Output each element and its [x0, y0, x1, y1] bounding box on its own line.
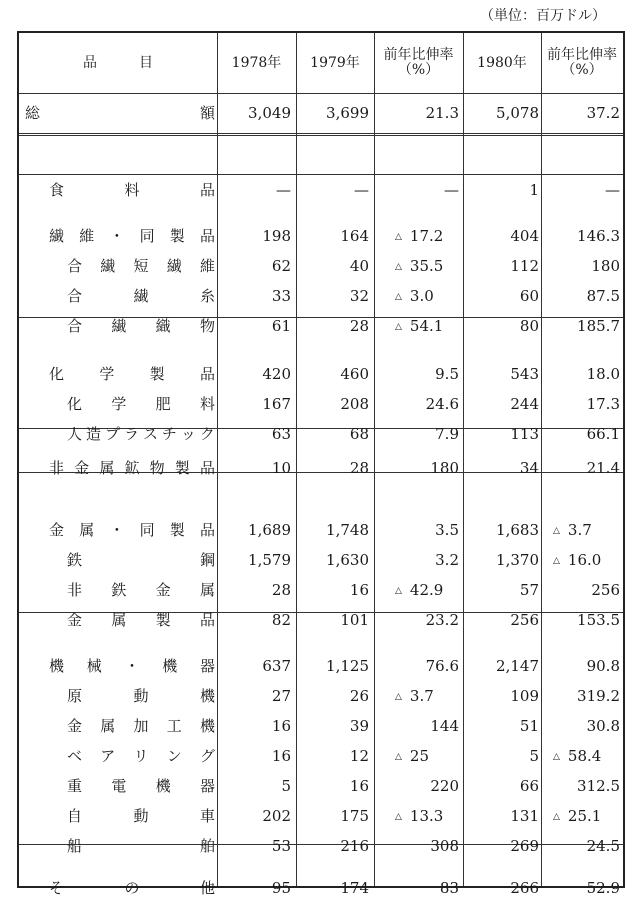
cell-g1980: 21.4 [586, 459, 620, 477]
table-row [19, 545, 623, 575]
cell-v1978: 420 [262, 365, 291, 383]
cell-v1979: 1,748 [326, 521, 369, 539]
header-item: 品 目 [83, 54, 153, 71]
cell-v1980: 113 [510, 425, 539, 443]
cell-g1979: △ 13.3 [395, 807, 444, 825]
row-label: 繊 維 ・ 同 製 品 [49, 227, 215, 245]
header-1978: 1978年 [231, 54, 282, 71]
cell-v1978: 16 [271, 717, 291, 735]
cell-v1979: 26 [349, 687, 369, 705]
cell-v1979: — [354, 181, 369, 199]
cell-v1979: 3,699 [326, 104, 369, 122]
cell-v1979: 1,630 [326, 551, 369, 569]
cell-v1978: 53 [271, 837, 291, 855]
header-yoy-1979: 前年比伸率 （%） [383, 47, 454, 78]
total-separator [19, 133, 623, 136]
cell-v1980: 244 [510, 395, 539, 413]
cell-v1980: 1,370 [496, 551, 539, 569]
table-row [19, 221, 623, 251]
cell-v1980: 34 [519, 459, 539, 477]
table-row [19, 831, 623, 861]
cell-v1979: 68 [349, 425, 369, 443]
negative-marker: △ [553, 752, 560, 762]
cell-g1980: 30.8 [586, 717, 620, 735]
table-row [19, 741, 623, 771]
cell-v1980: 131 [510, 807, 539, 825]
table-row [19, 575, 623, 605]
negative-marker: △ [395, 262, 402, 272]
cell-g1979: 76.6 [425, 657, 459, 675]
cell-v1980: 112 [510, 257, 539, 275]
table-row [19, 175, 623, 205]
cell-v1978: 10 [271, 459, 291, 477]
table-row [19, 651, 623, 681]
row-label: 鉄 鋼 [67, 551, 215, 569]
cell-v1979: 1,125 [326, 657, 369, 675]
table-row [19, 389, 623, 419]
cell-v1978: 5 [281, 777, 291, 795]
cell-v1978: 202 [262, 807, 291, 825]
cell-v1978: 16 [271, 747, 291, 765]
cell-g1980: 146.3 [577, 227, 620, 245]
row-label: 金 属 ・ 同 製 品 [49, 521, 215, 539]
row-label: 金 属 加 工 機 [67, 717, 215, 735]
cell-v1980: 404 [510, 227, 539, 245]
cell-g1980: — [605, 181, 620, 199]
row-label: 人 造 プ ラ ス チ ッ ク [67, 425, 215, 443]
negative-marker: △ [395, 232, 402, 242]
cell-v1979: 28 [349, 459, 369, 477]
cell-v1978: 62 [271, 257, 291, 275]
cell-g1980: 153.5 [577, 611, 620, 629]
table-row [19, 98, 623, 128]
table-row [19, 681, 623, 711]
cell-g1980: 312.5 [577, 777, 620, 795]
cell-g1979: — [444, 181, 459, 199]
row-label: 合 繊 糸 [67, 287, 215, 305]
table-row [19, 311, 623, 341]
cell-v1980: 5,078 [496, 104, 539, 122]
cell-v1978: 637 [262, 657, 291, 675]
cell-g1980: 90.8 [586, 657, 620, 675]
negative-marker: △ [395, 586, 402, 596]
cell-v1978: 1,579 [248, 551, 291, 569]
cell-g1980: △ 3.7 [553, 521, 592, 539]
cell-g1979: 220 [430, 777, 459, 795]
row-label: 食 料 品 [49, 181, 215, 199]
cell-g1980: 185.7 [577, 317, 620, 335]
row-label: 自 動 車 [67, 807, 215, 825]
header-yoy-1980: 前年比伸率 （%） [547, 47, 617, 78]
row-label: 合 繊 織 物 [67, 317, 215, 335]
table-row [19, 251, 623, 281]
cell-v1980: 57 [519, 581, 539, 599]
row-label: 重 電 機 器 [67, 777, 215, 795]
cell-g1979: 21.3 [425, 104, 459, 122]
cell-v1978: 198 [262, 227, 291, 245]
cell-g1979: △ 54.1 [395, 317, 444, 335]
cell-v1979: 39 [349, 717, 369, 735]
cell-g1979: 83 [439, 879, 459, 897]
row-label: そ の 他 [49, 879, 215, 897]
row-label: 非 金 属 鉱 物 製 品 [49, 459, 215, 477]
cell-g1980: 256 [591, 581, 620, 599]
table-row [19, 771, 623, 801]
header-separator [19, 93, 623, 94]
row-label: 機 械 ・ 機 器 [49, 657, 215, 675]
cell-v1978: 1,689 [248, 521, 291, 539]
cell-g1980: △ 25.1 [553, 807, 602, 825]
cell-v1979: 32 [349, 287, 369, 305]
cell-g1980: 18.0 [586, 365, 620, 383]
table-row [19, 281, 623, 311]
cell-v1978: 63 [271, 425, 291, 443]
cell-g1979: 23.2 [425, 611, 459, 629]
negative-marker: △ [553, 556, 560, 566]
cell-v1978: 27 [271, 687, 291, 705]
cell-v1980: 109 [510, 687, 539, 705]
cell-g1979: 308 [430, 837, 459, 855]
cell-g1979: △ 3.0 [395, 287, 434, 305]
negative-marker: △ [553, 526, 560, 536]
cell-v1978: 33 [271, 287, 291, 305]
cell-g1980: 37.2 [586, 104, 620, 122]
table-row [19, 711, 623, 741]
negative-marker: △ [395, 752, 402, 762]
cell-v1978: 167 [262, 395, 291, 413]
cell-v1979: 28 [349, 317, 369, 335]
cell-g1980: △ 58.4 [553, 747, 602, 765]
cell-v1978: 3,049 [248, 104, 291, 122]
row-label: 化 学 肥 料 [67, 395, 215, 413]
table-row [19, 419, 623, 449]
negative-marker: △ [395, 292, 402, 302]
cell-g1980: 66.1 [586, 425, 620, 443]
cell-v1980: 256 [510, 611, 539, 629]
cell-g1979: 180 [430, 459, 459, 477]
row-label: ベ ア リ ン グ [67, 747, 215, 765]
cell-v1980: 5 [529, 747, 539, 765]
cell-g1979: △ 3.7 [395, 687, 434, 705]
cell-v1979: 208 [340, 395, 369, 413]
negative-marker: △ [553, 812, 560, 822]
negative-marker: △ [395, 322, 402, 332]
row-label: 金 属 製 品 [67, 611, 215, 629]
row-label: 船 舶 [67, 837, 215, 855]
cell-g1979: △ 25 [395, 747, 430, 765]
table-row [19, 515, 623, 545]
cell-g1979: 144 [430, 717, 459, 735]
row-label: 化 学 製 品 [49, 365, 215, 383]
negative-marker: △ [395, 812, 402, 822]
cell-g1979: △ 17.2 [395, 227, 444, 245]
cell-v1980: 80 [519, 317, 539, 335]
cell-v1980: 66 [519, 777, 539, 795]
row-label: 原 動 機 [67, 687, 215, 705]
table-row [19, 873, 623, 903]
cell-v1978: — [276, 181, 291, 199]
cell-v1980: 266 [510, 879, 539, 897]
cell-v1980: 2,147 [496, 657, 539, 675]
cell-v1980: 51 [519, 717, 539, 735]
cell-v1979: 16 [349, 777, 369, 795]
cell-g1980: 17.3 [586, 395, 620, 413]
table-row [19, 801, 623, 831]
cell-v1979: 460 [340, 365, 369, 383]
unit-note: （単位：百万ドル） [480, 8, 606, 24]
cell-v1978: 61 [271, 317, 291, 335]
cell-g1979: △ 35.5 [395, 257, 444, 275]
cell-v1978: 95 [271, 879, 291, 897]
cell-v1979: 12 [349, 747, 369, 765]
cell-g1979: 7.9 [435, 425, 459, 443]
cell-v1978: 82 [271, 611, 291, 629]
cell-v1979: 16 [349, 581, 369, 599]
trade-table [17, 31, 625, 897]
cell-v1980: 1,683 [496, 521, 539, 539]
cell-g1979: 3.2 [435, 551, 459, 569]
cell-g1980: 87.5 [586, 287, 620, 305]
cell-v1979: 174 [340, 879, 369, 897]
table-row [19, 359, 623, 389]
cell-g1980: 180 [591, 257, 620, 275]
cell-v1978: 28 [271, 581, 291, 599]
cell-v1979: 216 [340, 837, 369, 855]
cell-g1979: 9.5 [435, 365, 459, 383]
row-label: 総 額 [25, 104, 215, 122]
cell-v1980: 1 [529, 181, 539, 199]
cell-g1980: 24.5 [586, 837, 620, 855]
header-1980: 1980年 [477, 54, 527, 71]
header-1979: 1979年 [310, 54, 360, 71]
negative-marker: △ [395, 692, 402, 702]
cell-v1979: 101 [340, 611, 369, 629]
cell-v1979: 40 [349, 257, 369, 275]
cell-v1979: 164 [340, 227, 369, 245]
cell-g1979: 24.6 [425, 395, 459, 413]
cell-g1980: △ 16.0 [553, 551, 602, 569]
cell-v1980: 60 [519, 287, 539, 305]
row-label: 合 繊 短 繊 維 [67, 257, 215, 275]
cell-v1980: 269 [510, 837, 539, 855]
table-row [19, 605, 623, 635]
table-row [19, 453, 623, 483]
cell-g1979: 3.5 [435, 521, 459, 539]
cell-g1980: 52.9 [586, 879, 620, 897]
row-label: 非 鉄 金 属 [67, 581, 215, 599]
cell-g1979: △ 42.9 [395, 581, 444, 599]
cell-g1980: 319.2 [577, 687, 620, 705]
cell-v1980: 543 [510, 365, 539, 383]
cell-v1979: 175 [340, 807, 369, 825]
